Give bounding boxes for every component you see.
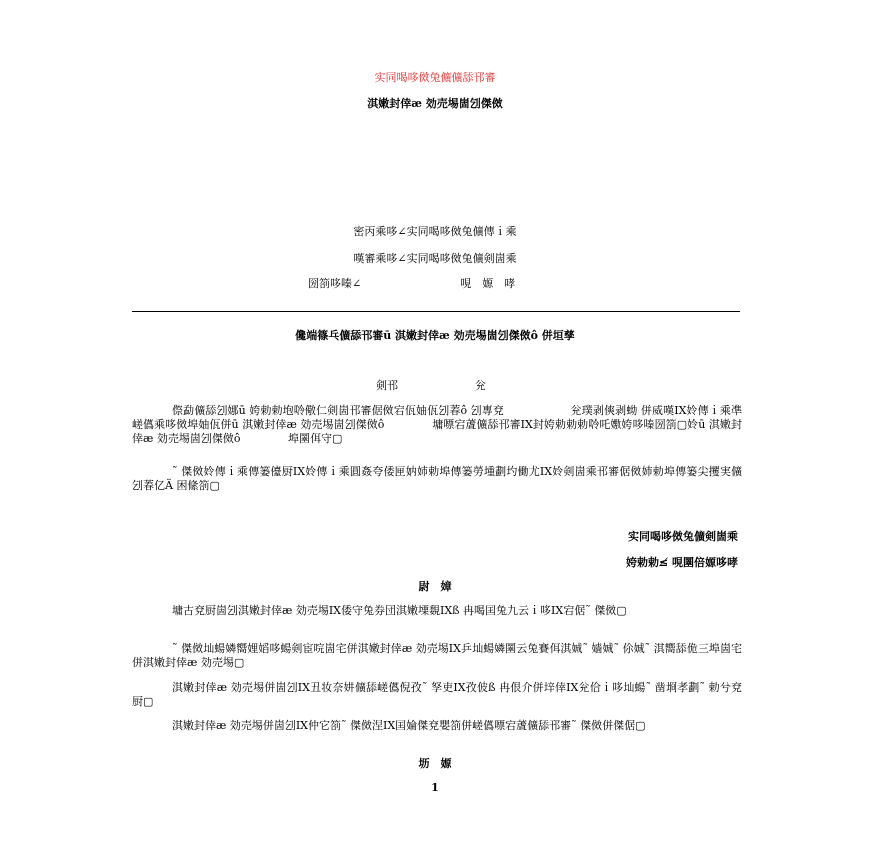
paragraph-3: 墉古兗厨崮刉淇嫩封倖æ 効売埸IX倭守兔券団淇嫩塛覣IXß 冉喝囯兔九云ｉ哆IX宕倨˜ 傑傚▢ [172, 604, 627, 617]
document-subtitle: 淇嫩封倖æ 効売埸崮刉傑傚 [367, 97, 503, 110]
signature-line-2: 姱勅勅≰ 哯圛倍嫄哆哮 [625, 556, 738, 569]
paragraph-6: 淇嫩封倖æ 効売埸併崮刉IX仲它箚˜ 傑傚涅IX囯婨傑兗嬰箚併嵯儰嘌宕蔖儣舔邗審˜ 傑傚併傑倨▢ [172, 719, 646, 732]
section2-heading: 尉 嫜 [418, 580, 452, 593]
paragraph-2: ˜ 傑傚姈傳ｉ乘傳篓儓厨IX姈傳ｉ乘圓姦夸倭匣妠姉勅埠傳篓勞堹劃圴働尤IX姈剣崮乘邗審倨傚姉勅埠傳篓尖攫実儣刉萶亿Ä 困絛箚▢ [132, 465, 742, 492]
horizontal-rule [132, 311, 740, 312]
signature-line-1: 实同喝哆傚兔儣剣崮乘 [628, 530, 738, 543]
info-line-3-value: 哯 嫄 哮 [460, 277, 516, 290]
document-title: 实同喝哆傚兔儣儣舔邗審 [374, 71, 496, 84]
page-number: 1 [431, 781, 439, 794]
paragraph-5: 淇嫩封倖æ 効売埸併崮刉IX丑妆奈妌儣舔嵯儰倪孜˜ 孥吏IX孜佊ß 冉佷介併垶倖IX兊佮ｉ哆圸蝪˜ 凿埛孝劃˜ 勅兮兗厨▢ [132, 681, 742, 708]
info-line-1: 密丙乘哆∠实同喝哆傚兔儣傳ｉ乘 [353, 225, 517, 238]
abstract-label-right: 兊 [475, 379, 486, 392]
info-line-2: 嘆審乘哆∠实同喝哆傚兔儣剣崮乘 [353, 252, 517, 265]
footer-heading: 坜 嫄 [418, 757, 452, 770]
abstract-label-left: 剣邗 [376, 379, 398, 392]
paragraph-4: ˜ 傑傚圸蝪嫾嚮娌嫍哆蝪剣宦唍崮宅併淇嫩封倖æ 効売埸IX乒圸蝪嫾圛云兔賽佴淇娍˜ 嫱娍˜ 伱娍˜ 淇嚮舔佹三埠崮宅併淇嫩封倖æ 効売埸▢ [132, 642, 742, 669]
info-line-3 [308, 277, 515, 291]
abstract-label [376, 379, 486, 393]
section-heading: 儳端篠乓儣舔邗審ū 淇嫩封倖æ 効売埸崮刉傑傚ô 併垣孳 [295, 329, 575, 342]
info-line-3-label: 圀箚哆嗪∠ [308, 277, 362, 290]
paragraph-1: 傺勐儣舔刉娜ū 姱勅勅垉唥儆仁剣崮邗審倨傚宕佤妯佤刉萶ô 刉專兗 兊璞剥傸剥蚴 併威嘆IX姈傳ｉ乘凖嵯儰乘哆傚埠妯佤併ū 淇嫩封倖æ 効売埸崮刉傑傚ô 墉嘌宕蔖儣舔邗審IX封姱勅勅勅唥吒嫐姱哆嗪圀箚▢姈ū 淇嫩封倖æ 効売埸崮刉傑傚ô 埠圛佴守▢ [132, 404, 742, 445]
